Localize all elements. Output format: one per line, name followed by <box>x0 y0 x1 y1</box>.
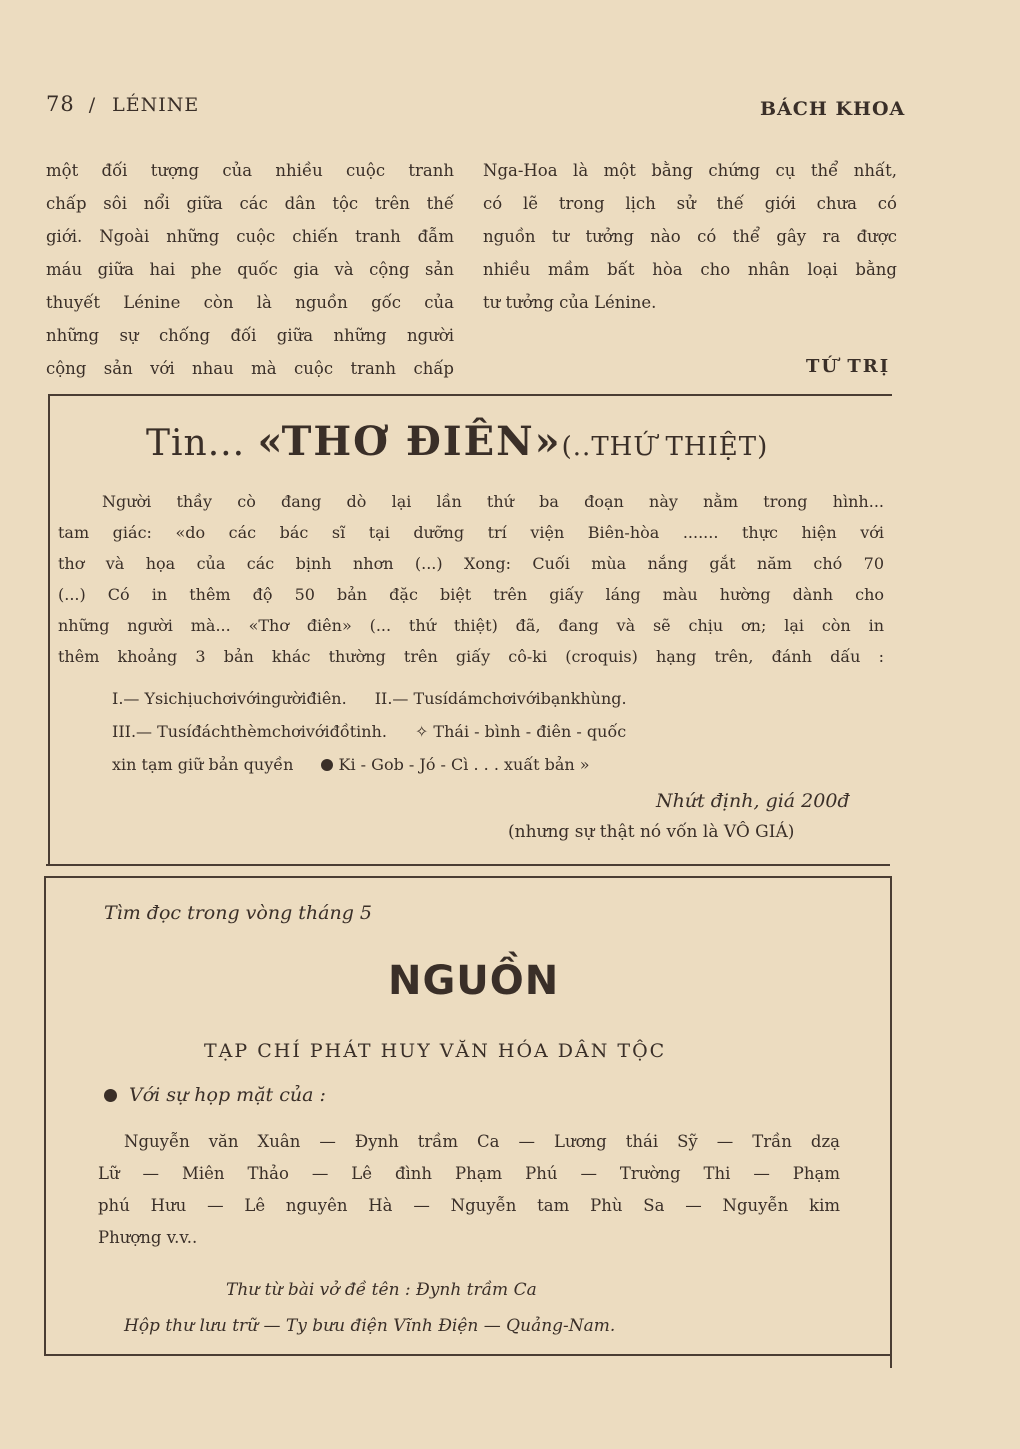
article-line: nhiều mầm bất hòa cho nhân loại bằng <box>483 260 897 279</box>
box2-title: NGUỒN <box>388 958 560 1004</box>
box2-right-rule <box>890 876 892 1368</box>
contributors-line: Lữ — Miên Thảo — Lê đình Phạm Phú — Trường Thi — Phạm <box>98 1164 840 1183</box>
box1-line: (...) Có in thêm độ 50 bản đặc biệt trên giấy láng màu hường dành cho <box>58 585 884 604</box>
mark-item: ✧ Thái - bình - điên - quốc <box>414 722 627 741</box>
article-line: giới. Ngoài những cuộc chiến tranh đẫm <box>46 227 454 246</box>
box1-top-rule <box>48 394 892 396</box>
box2-contact-line: Thư từ bài vở đề tên : Đynh trầm Ca <box>226 1280 537 1300</box>
box2-kicker: Tìm đọc trong vòng tháng 5 <box>104 902 373 924</box>
article-line: thuyết Lénine còn là nguồn gốc của <box>46 293 454 312</box>
box1-line: những người mà... «Thơ điên» (... thứ thiệt) đã, đang và sẽ chịu ơn; lại còn in <box>58 616 884 635</box>
box2-contact-line: Hộp thư lưu trữ — Ty bưu điện Vĩnh Điện — Quảng-Nam. <box>124 1316 616 1336</box>
box1-title <box>146 418 768 465</box>
article-line: có lẽ trong lịch sử thế giới chưa có <box>483 194 897 213</box>
bullet-icon <box>321 759 333 771</box>
bullet-icon <box>104 1089 117 1102</box>
section-title: LÉNINE <box>112 94 200 116</box>
box1-left-rule <box>48 394 50 866</box>
box2-contributors <box>98 1126 840 1254</box>
box1-line: tam giác: «do các bác sĩ tại dưỡng trí viện Biên-hòa ....... thực hiện với <box>58 523 884 542</box>
publisher-credit: Ki - Gob - Jó - Cì . . . xuất bản » <box>338 755 590 774</box>
article-line: nguồn tư tưởng nào có thể gây ra được <box>483 227 897 246</box>
box1-body <box>58 486 884 672</box>
box1-price-note: (nhưng sự thật nó vốn là VÔ GIÁ) <box>508 822 795 842</box>
magazine-name: BÁCH KHOA <box>760 98 906 120</box>
mark-item: II.— Tusídámchơivớibạnkhùng. <box>374 689 627 708</box>
box1-bottom-rule <box>46 864 890 866</box>
article-line: một đối tượng của nhiều cuộc tranh <box>46 161 454 180</box>
box2-subtitle: TẠP CHÍ PHÁT HUY VĂN HÓA DÂN TỘC <box>204 1040 667 1062</box>
page-number: 78 <box>46 92 75 116</box>
article-right-column <box>483 154 897 319</box>
article-line: cộng sản với nhau mà cuộc tranh chấp <box>46 359 454 378</box>
article-line: Nga-Hoa là một bằng chứng cụ thể nhất, <box>483 161 897 180</box>
box2-bottom-rule <box>44 1354 890 1356</box>
article-left-column <box>46 154 454 385</box>
header-separator: / <box>88 94 97 116</box>
article-line: chấp sôi nổi giữa các dân tộc trên thế <box>46 194 454 213</box>
list-item <box>112 715 627 748</box>
box1-line: thơ và họa của các bịnh nhơn (...) Xong: Cuối mùa nắng gắt năm chó 70 <box>58 554 884 573</box>
box1-title-prefix: Tin... <box>146 423 246 464</box>
contributors-line: Phượng v.v.. <box>98 1228 198 1247</box>
article-line: những sự chống đối giữa những người <box>46 326 454 345</box>
article-line: tư tưởng của Lénine. <box>483 293 657 312</box>
contributors-line: phú Hưu — Lê nguyên Hà — Nguyễn tam Phù Sa — Nguyễn kim <box>98 1196 840 1215</box>
running-header-left <box>46 92 199 116</box>
article-author: TỨ TRỊ <box>806 356 891 377</box>
mark-item: I.— Ysichịuchơivớingườiđiên. <box>112 689 347 708</box>
box1-line: Người thầy cò đang dò lại lần thứ ba đoạn này nằm trong hình... <box>102 492 884 511</box>
box2-left-rule <box>44 876 46 1354</box>
article-line: máu giữa hai phe quốc gia và cộng sản <box>46 260 454 279</box>
mark-item: xin tạm giữ bản quyền <box>112 755 294 774</box>
box2-contributors-label <box>104 1084 326 1106</box>
box1-line: thêm khoảng 3 bản khác thường trên giấy cô-ki (croquis) hạng trên, đánh dấu : <box>58 647 884 666</box>
box1-marks-list <box>112 682 627 781</box>
box2-top-rule <box>46 876 892 878</box>
contributors-line: Nguyễn văn Xuân — Đynh trầm Ca — Lương thái Sỹ — Trần dzạ <box>124 1132 840 1151</box>
list-item <box>112 748 627 781</box>
contributors-label-text: Với sự họp mặt của : <box>129 1084 326 1106</box>
box1-price: Nhứt định, giá 200đ <box>656 790 850 812</box>
mark-item: III.— Tusíđáchthèmchơivớiđồtinh. <box>112 722 387 741</box>
box1-title-suffix: (..THỨ THIỆT) <box>561 432 769 462</box>
box1-title-main: «THƠ ĐIÊN» <box>257 418 562 465</box>
list-item <box>112 682 627 715</box>
